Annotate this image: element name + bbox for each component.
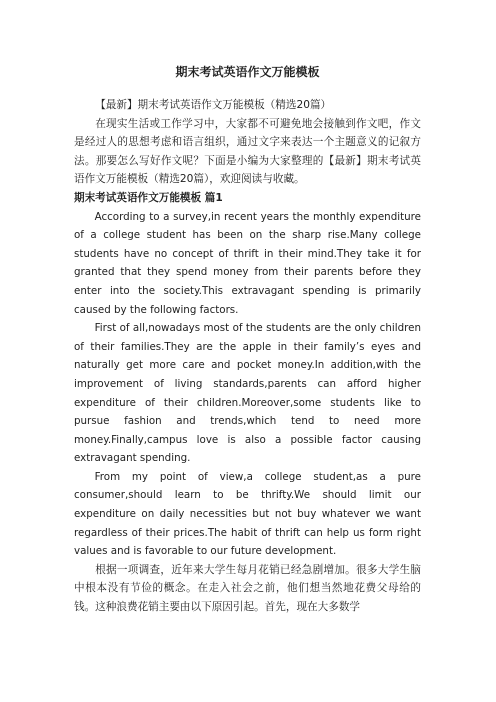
english-paragraph-1: According to a survey,in recent years the monthly expenditure of a college student has been on the sharp rise.Many college students have no concept of thrift in their mind.They take it for granted that they spend money from their parents before they enter into the society.This extravagant spending is primarily caused by the following factors.	[74, 210, 421, 316]
lead-paragraph: 【最新】期末考试英语作文万能模板（精选20篇）	[95, 99, 332, 111]
intro-paragraph: 在现实生活或工作学习中，大家都不可避免地会接触到作文吧，作文是经过人的思想考虑和语言组织，通过文字来表达一个主题意义的记叙方法。那要怎么写好作文呢？下面是小编为大家整理的【最新】期末考试英语作文万能模板（精选20篇），欢迎阅读与收藏。	[74, 117, 421, 186]
english-paragraph-3: From my point of view,a college student,as a pure consumer,should learn to be thrifty.We should limit our expenditure on daily necessities but not buy whatever we want regardless of their prices.The habit of thrift can help us form right values and is favorable to our future development.	[74, 470, 421, 558]
document-title: 期末考试英语作文万能模板	[175, 65, 320, 79]
section-heading: 期末考试英语作文万能模板 篇1	[74, 191, 223, 204]
english-paragraph-2: First of all,nowadays most of the students are the only children of their families.They are the apple in their family’s eyes and naturally get more care and pocket money.In addition,with the improvement of living standards,parents can afford higher expenditure of their children.Moreover,some students like to pursue fashion and trends,which tend to need more money.Finally,campus love is also a possible factor causing extravagant spending.	[74, 322, 421, 465]
chinese-paragraph: 根据一项调查，近年来大学生每月花销已经急剧增加。很多大学生脑中根本没有节俭的概念。在走入社会之前，他们想当然地花费父母给的钱。这种浪费花销主要由以下原因引起。首先，现在大多数学	[74, 563, 421, 614]
